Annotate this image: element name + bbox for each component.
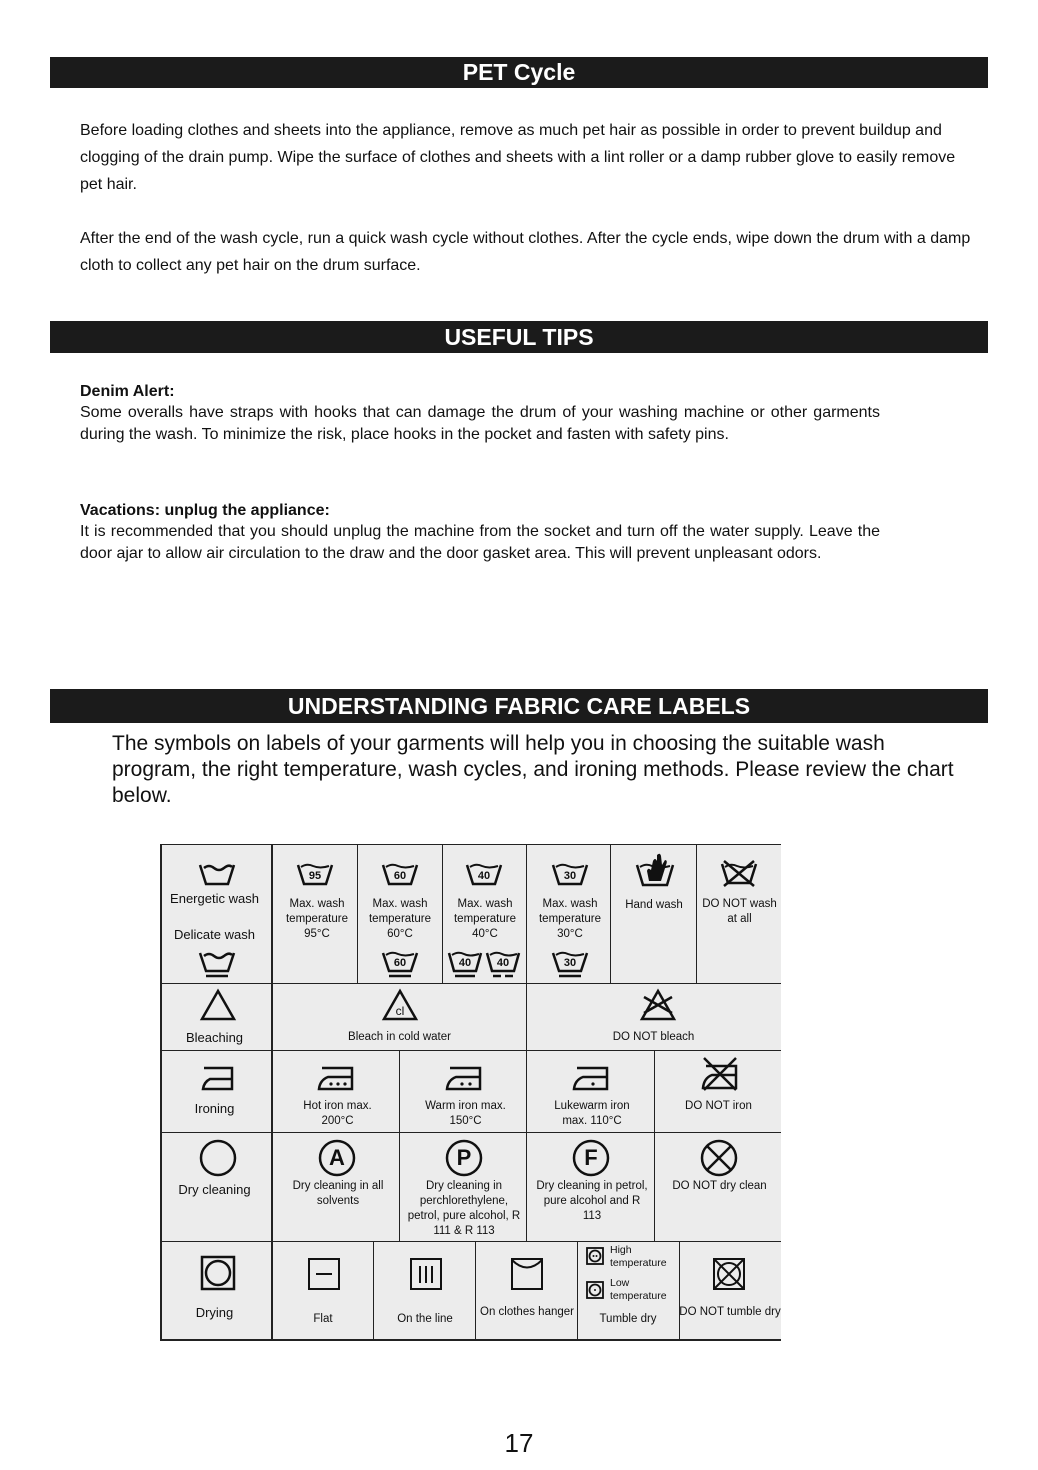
warm-iron-icon bbox=[444, 1062, 484, 1092]
hanger-dry-icon bbox=[510, 1257, 544, 1291]
denim-alert-text: Some overalls have straps with hooks that can damage the drum of your washing machine or other garments during the wash. To minimize the risk, place hooks in the pocket and fasten with safety pins. bbox=[80, 404, 880, 443]
hand-wash-icon bbox=[635, 851, 675, 889]
warm-iron-label: Warm iron max. 150°C bbox=[425, 1100, 506, 1127]
line-dry-icon bbox=[409, 1257, 443, 1291]
energetic-wash-icon bbox=[198, 861, 236, 887]
tumble-low-label: Low temperature bbox=[610, 1277, 667, 1302]
tumble-dry-label: Tumble dry bbox=[599, 1313, 657, 1325]
delicate-wash-label: Delicate wash bbox=[174, 927, 255, 942]
fabric-care-header: UNDERSTANDING FABRIC CARE LABELS bbox=[50, 689, 988, 723]
wash-95-label: Max. wash temperature 95°C bbox=[285, 898, 348, 940]
vacations-tip bbox=[80, 500, 880, 565]
care-label-chart bbox=[160, 844, 781, 1341]
dry-clean-icon bbox=[199, 1139, 237, 1177]
pet-cycle-header: PET Cycle bbox=[50, 57, 988, 88]
hand-wash-label: Hand wash bbox=[625, 899, 683, 911]
dry-clean-a-letter: A bbox=[329, 1145, 345, 1170]
drying-label: Drying bbox=[195, 1305, 234, 1320]
bleach-triangle-icon bbox=[200, 989, 236, 1021]
wash-60-delicate-number: 60 bbox=[393, 957, 407, 969]
wash-30-number: 30 bbox=[563, 870, 577, 882]
ironing-label: Ironing bbox=[194, 1101, 235, 1116]
denim-alert bbox=[80, 381, 880, 446]
fabric-care-intro: The symbols on labels of your garments will help you in choosing the suitable wash program, the right temperature, wash cycles, and ironing methods. Please review the chart below. bbox=[112, 732, 954, 807]
dry-clean-a-label: Dry cleaning in all solvents bbox=[292, 1180, 384, 1207]
dry-cleaning-label: Dry cleaning bbox=[178, 1182, 251, 1197]
do-not-tumble-dry-icon bbox=[712, 1257, 746, 1291]
lukewarm-iron-icon bbox=[571, 1062, 611, 1092]
tumble-high-icon bbox=[586, 1247, 604, 1265]
do-not-wash-icon bbox=[719, 859, 759, 887]
useful-tips-header: USEFUL TIPS bbox=[50, 321, 988, 353]
lukewarm-iron-label: Lukewarm iron max. 110°C bbox=[554, 1100, 630, 1127]
tumble-high-label: High temperature bbox=[610, 1244, 667, 1269]
wash-40-label: Max. wash temperature 40°C bbox=[453, 898, 516, 940]
iron-icon bbox=[200, 1062, 236, 1092]
flat-dry-label: Flat bbox=[313, 1313, 333, 1325]
wash-40-number: 40 bbox=[477, 870, 491, 882]
pet-paragraph-2: After the end of the wash cycle, run a quick wash cycle without clothes. After the cycle ends, wipe down the drum with a damp cloth to collect any pet hair on the drum surface. bbox=[80, 230, 971, 274]
do-not-dry-clean-label: DO NOT dry clean bbox=[672, 1180, 767, 1192]
line-dry-label: On the line bbox=[397, 1313, 453, 1325]
wash-30-label: Max. wash temperature 30°C bbox=[538, 898, 601, 940]
pet-paragraph-1: Before loading clothes and sheets into the appliance, remove as much pet hair as possible in order to prevent buildup and clogging of the drain pump. Wipe the surface of clothes and sheets with a lint roller or a damp rubber glove to easily remove pet hair. bbox=[80, 122, 956, 193]
vacations-text: It is recommended that you should unplug the machine from the socket and turn off the water supply. Leave the door ajar to allow air circulation to the draw and the door gasket area. This will prevent unpleasant odors. bbox=[80, 523, 880, 562]
drying-icon bbox=[200, 1255, 236, 1291]
wash-40-delicate-number: 40 bbox=[458, 957, 472, 969]
wash-30-delicate-number: 30 bbox=[563, 957, 577, 969]
page-number: 17 bbox=[504, 1428, 534, 1458]
dry-clean-p-letter: P bbox=[456, 1145, 472, 1170]
denim-alert-heading: Denim Alert: bbox=[80, 383, 175, 400]
bleach-cl-text: cl bbox=[395, 1004, 405, 1018]
do-not-tumble-dry-label: DO NOT tumble dry bbox=[679, 1306, 781, 1318]
hot-iron-icon bbox=[316, 1062, 356, 1092]
do-not-bleach-label: DO NOT bleach bbox=[612, 1031, 695, 1043]
bleach-cold-water-label: Bleach in cold water bbox=[348, 1031, 451, 1043]
hot-iron-label: Hot iron max. 200°C bbox=[303, 1100, 372, 1127]
dry-clean-f-letter: F bbox=[584, 1145, 598, 1170]
bleaching-label: Bleaching bbox=[185, 1030, 244, 1045]
energetic-wash-label: Energetic wash bbox=[170, 891, 259, 906]
wash-40-very-delicate-number: 40 bbox=[496, 957, 510, 969]
do-not-wash-label: DO NOT wash at all bbox=[702, 898, 777, 925]
do-not-bleach-icon bbox=[638, 989, 678, 1021]
do-not-dry-clean-icon bbox=[700, 1139, 738, 1177]
tumble-low-icon bbox=[586, 1281, 604, 1299]
hanger-dry-label: On clothes hanger bbox=[480, 1306, 574, 1318]
vacations-heading: Vacations: unplug the appliance: bbox=[80, 502, 330, 519]
dry-clean-f-label: Dry cleaning in petrol, pure alcohol and R 113 bbox=[536, 1180, 648, 1222]
dry-clean-p-label: Dry cleaning in perchlorethylene, petrol, pure alcohol, R 111 & R 113 bbox=[407, 1180, 521, 1237]
delicate-wash-icon bbox=[198, 949, 236, 979]
wash-60-label: Max. wash temperature 60°C bbox=[368, 898, 431, 940]
do-not-iron-label: DO NOT iron bbox=[685, 1100, 752, 1112]
wash-95-number: 95 bbox=[308, 870, 322, 882]
wash-60-number: 60 bbox=[393, 870, 407, 882]
do-not-iron-icon bbox=[698, 1056, 740, 1092]
flat-dry-icon bbox=[307, 1257, 341, 1291]
